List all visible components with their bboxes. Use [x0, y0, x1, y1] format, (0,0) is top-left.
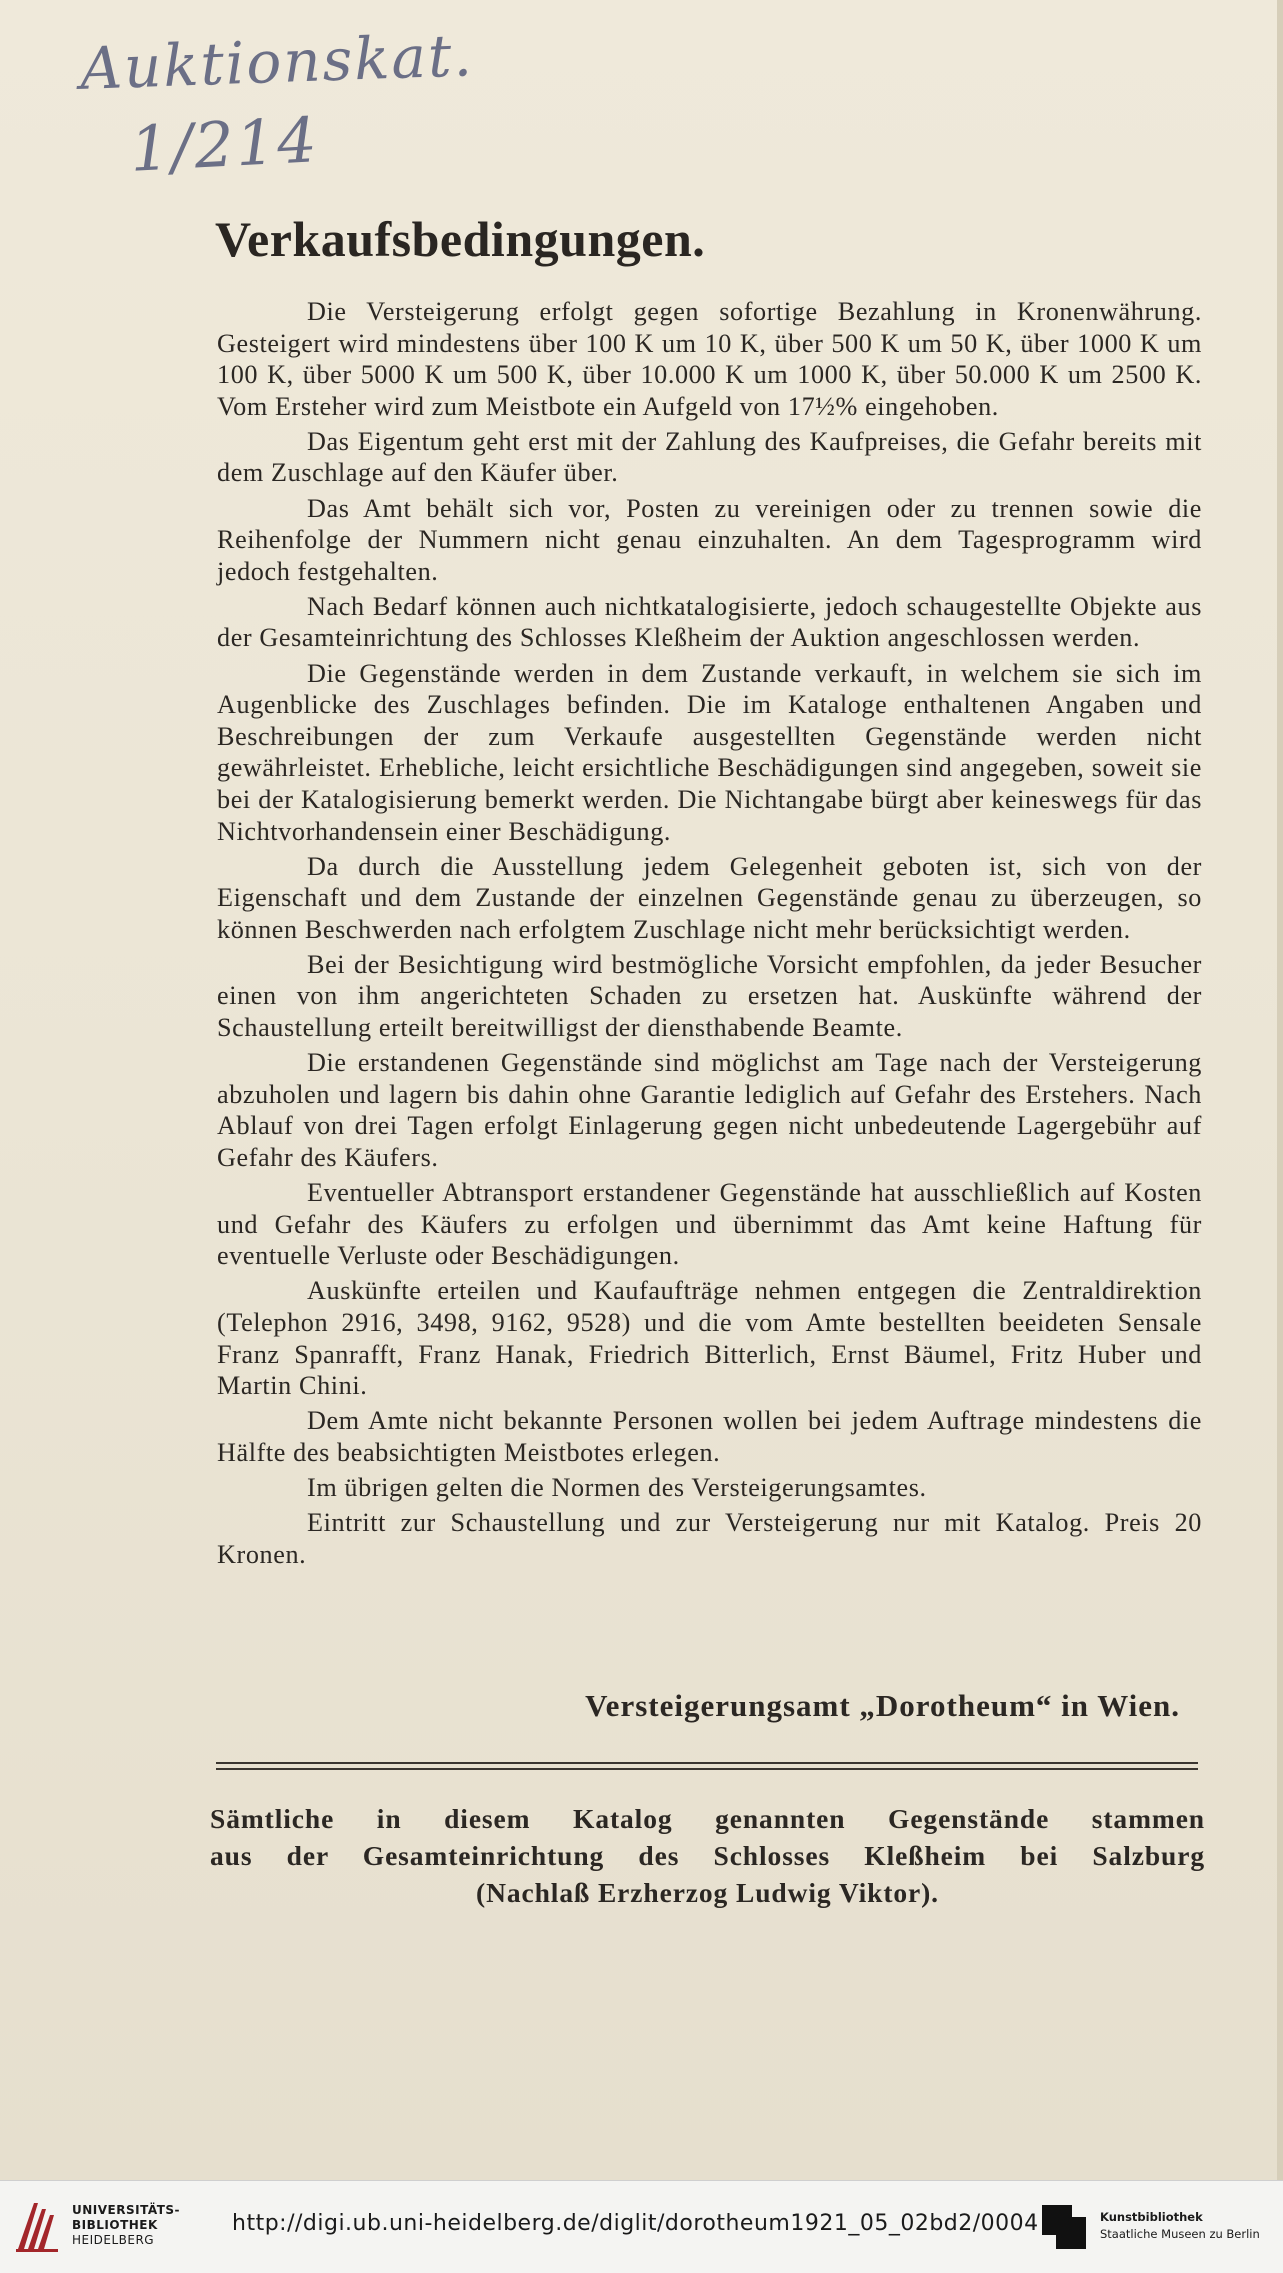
- paragraph: Im übrigen gelten die Normen des Versteigerungsamtes.: [307, 1472, 927, 1502]
- paragraph: Auskünfte erteilen und Kaufaufträge nehmen entgegen die Zentraldirektion (Telephon 2916, 3498, 9162, 9528) und die vom Amte bestellten beeideten Sensale Franz Spanrafft, Franz Hanak, Friedrich Bitterlich, Ernst Bäumel, Fritz Huber und Martin Chini.: [217, 1276, 1202, 1401]
- page-title: Verkaufsbedingungen.: [215, 211, 706, 267]
- handwritten-shelfmark: 1/214: [128, 103, 321, 186]
- library-name: UNIVERSITÄTS- BIBLIOTHEK HEIDELBERG: [72, 2203, 181, 2247]
- paragraph: Da durch die Ausstellung jedem Gelegenheit geboten ist, sich von der Eigenschaft und dem Zustande der einzelnen Gegenstände genau zu überzeugen, so können Beschwerden nach erfolgtem Zuschlage nicht mehr berücksichtigt werden.: [217, 851, 1202, 944]
- signature-line: Versteigerungsamt „Dorotheum“ in Wien.: [585, 1688, 1180, 1723]
- paragraph: Die erstandenen Gegenstände sind möglichst am Tage nach der Versteigerung abzuholen und lagern bis dahin ohne Garantie lediglich auf Gefahr des Erstehers. Nach Ablauf von drei Tagen erfolgt Einlagerung gegen nicht unbedeutende Lagergebühr auf Gefahr des Käufers.: [217, 1048, 1202, 1172]
- paragraph: Bei der Besichtigung wird bestmögliche Vorsicht empfohlen, da jeder Besucher einen von ihm angerichteten Schaden zu ersetzen hat. Auskünfte während der Schaustellung erteilt bereitwilligst der diensthabende Beamte.: [217, 949, 1202, 1043]
- paragraph: Das Eigentum geht erst mit der Zahlung des Kaufpreises, die Gefahr bereits mit dem Zuschlage auf den Käufer über.: [217, 426, 1202, 488]
- paragraph: Dem Amte nicht bekannte Personen wollen bei jedem Auftrage mindestens die Hälfte des beabsichtigten Meistbotes erlegen.: [217, 1406, 1202, 1467]
- paragraph: Die Gegenstände werden in dem Zustande verkauft, in welchem sie sich im Augenblicke des Zuschlages befinden. Die im Kataloge enthaltenen Angaben und Beschreibungen der zum Verkaufe ausgestellten Gegenstände werden nicht gewährleistet. Erhebliche, leicht ersichtliche Beschädigungen sind angegeben, soweit sie bei der Katalogisierung bemerkt werden. Die Nichtangabe bürgt aber keineswegs für das Nichtvorhandensein einer Beschädigung.: [217, 658, 1202, 846]
- notice-line: (Nachlaß Erzherzog Ludwig Viktor).: [476, 1877, 939, 1908]
- paragraph: Das Amt behält sich vor, Posten zu vereinigen oder zu trennen sowie die Reihenfolge der Nummern nicht genau einzuhalten. An dem Tagesprogramm wird jedoch festgehalten.: [217, 493, 1202, 586]
- rule-line: [216, 1768, 1198, 1770]
- paragraph: Die Versteigerung erfolgt gegen sofortige Bezahlung in Kronenwährung. Gesteigert wird mindestens über 100 K um 10 K, über 500 K um 50 K, über 1000 K um 100 K, über 5000 K um 500 K, über 10.000 K um 1000 K, über 50.000 K um 2500 K. Vom Ersteher wird zum Meistbote ein Aufgeld von 17½% eingehoben.: [217, 297, 1202, 421]
- notice-line: Sämtliche in diesem Katalog genannten Gegenstände stammen: [210, 1803, 1205, 1834]
- double-rule-divider: [216, 1762, 1198, 1774]
- paragraph: Nach Bedarf können auch nichtkatalogisierte, jedoch schaugestellte Objekte aus der Gesamteinrichtung des Schlosses Kleßheim der Auktion angeschlossen werden.: [217, 591, 1202, 653]
- kunstbibliothek-logo-icon: [1042, 2205, 1086, 2249]
- museum-name: Kunstbibliothek Staatliche Museen zu Berlin: [1100, 2210, 1260, 2241]
- rule-line: [216, 1762, 1198, 1764]
- university-library-logo-icon: [14, 2197, 62, 2255]
- paragraph: Eventueller Abtransport erstandener Gegenstände hat ausschließlich auf Kosten und Gefahr des Käufers zu erfolgen und übernimmt das Amt keine Haftung für eventuelle Verluste oder Beschädigungen.: [217, 1178, 1202, 1271]
- terms-body: [217, 296, 1202, 1574]
- paragraph: Eintritt zur Schaustellung und zur Versteigerung nur mit Katalog. Preis 20 Kronen.: [217, 1507, 1202, 1569]
- handwritten-annotation: Auktionskat.: [78, 21, 475, 103]
- footer-bar: [0, 2180, 1283, 2273]
- notice-line: aus der Gesamteinrichtung des Schlosses Kleßheim bei Salzburg: [210, 1840, 1205, 1871]
- provenance-notice: [210, 1800, 1205, 1911]
- permalink-url[interactable]: http://digi.ub.uni-heidelberg.de/diglit/dorotheum1921_05_02bd2/0004: [232, 2211, 1039, 2236]
